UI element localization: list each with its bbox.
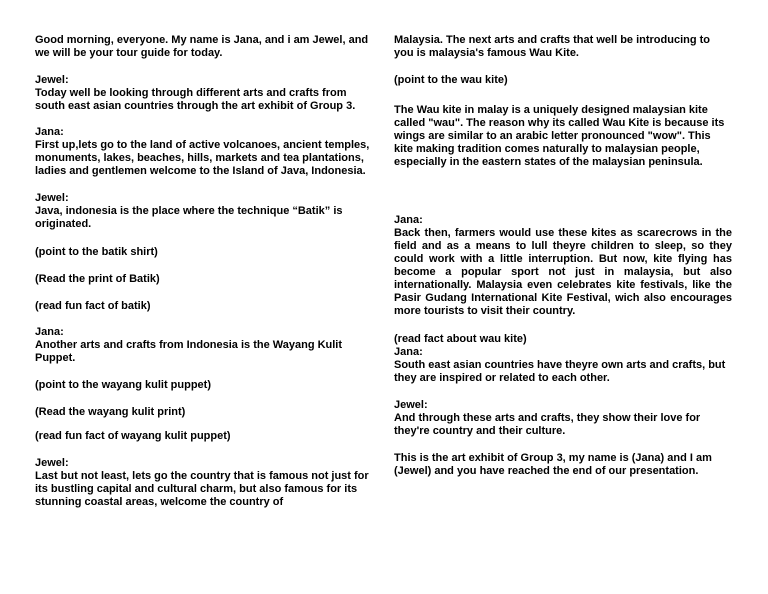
script-paragraph: Back then, farmers would use these kites as scarecrows in the field and as a means to lull theyre children to sleep, so they could work with a little interruption. But now, kite flying has become a popular sport not just in malaysia, but also internationally. Malaysia even celebrates kite festivals, like the Pasir Gudang International Kite Festival, wich also encourages more tourists to visit their country.: [394, 227, 732, 317]
script-paragraph: Java, indonesia is the place where the technique “Batik” is originated.: [35, 205, 343, 230]
stage-direction: (read fun fact of batik): [35, 300, 151, 312]
script-paragraph: South east asian countries have theyre own arts and crafts, but they are inspired or related to each other.: [394, 359, 726, 384]
speaker-label: Jana:: [35, 126, 64, 138]
script-paragraph: Another arts and crafts from Indonesia is the Wayang Kulit Puppet.: [35, 339, 343, 364]
stage-direction: (Read the print of Batik): [35, 273, 160, 285]
speaker-label: Jana:: [35, 326, 64, 338]
stage-direction: (read fact about wau kite): [394, 333, 527, 345]
speaker-label: Jewel:: [394, 399, 428, 411]
right-column: [394, 34, 732, 478]
stage-direction: (read fun fact of wayang kulit puppet): [35, 430, 231, 442]
script-paragraph: Today well be looking through different arts and crafts from south east asian countries through the art exhibit of Group 3.: [35, 87, 356, 112]
stage-direction: (Read the wayang kulit print): [35, 406, 186, 418]
stage-direction: (point to the batik shirt): [35, 246, 158, 258]
script-paragraph: The Wau kite in malay is a uniquely designed malaysian kite called "wau". The reason why its called Wau Kite is because its wings are similar to an arabic letter pronounced "wow". This kite making tradition comes naturally to malaysian people, especially in the eastern states of the malaysian peninsula.: [394, 104, 725, 168]
speaker-label: Jana:: [394, 346, 423, 358]
stage-direction: (point to the wau kite): [394, 74, 508, 86]
stage-direction: (point to the wayang kulit puppet): [35, 379, 211, 391]
closing-paragraph: This is the art exhibit of Group 3, my name is (Jana) and I am (Jewel) and you have reached the end of our presentation.: [394, 452, 712, 477]
script-paragraph: First up,lets go to the land of active volcanoes, ancient temples, monuments, lakes, beaches, hills, markets and tea plantations, ladies and gentlemen welcome to the Island of Java, Indonesia.: [35, 139, 370, 177]
script-paragraph: Last but not least, lets go the country that is famous not just for its bustling capital and cultural charm, but also famous for its stunning coastal areas, welcome the country of: [35, 470, 369, 508]
speaker-label: Jewel:: [35, 74, 69, 86]
speaker-label: Jewel:: [35, 457, 69, 469]
script-paragraph: Malaysia. The next arts and crafts that well be introducing to you is malaysia's famous Wau Kite.: [394, 34, 711, 59]
speaker-label: Jewel:: [35, 192, 69, 204]
intro-paragraph: Good morning, everyone. My name is Jana, and i am Jewel, and we will be your tour guide for today.: [35, 34, 369, 59]
left-column: [35, 34, 370, 509]
script-paragraph: And through these arts and crafts, they show their love for they're country and their culture.: [394, 412, 701, 437]
speaker-label: Jana:: [394, 214, 423, 226]
